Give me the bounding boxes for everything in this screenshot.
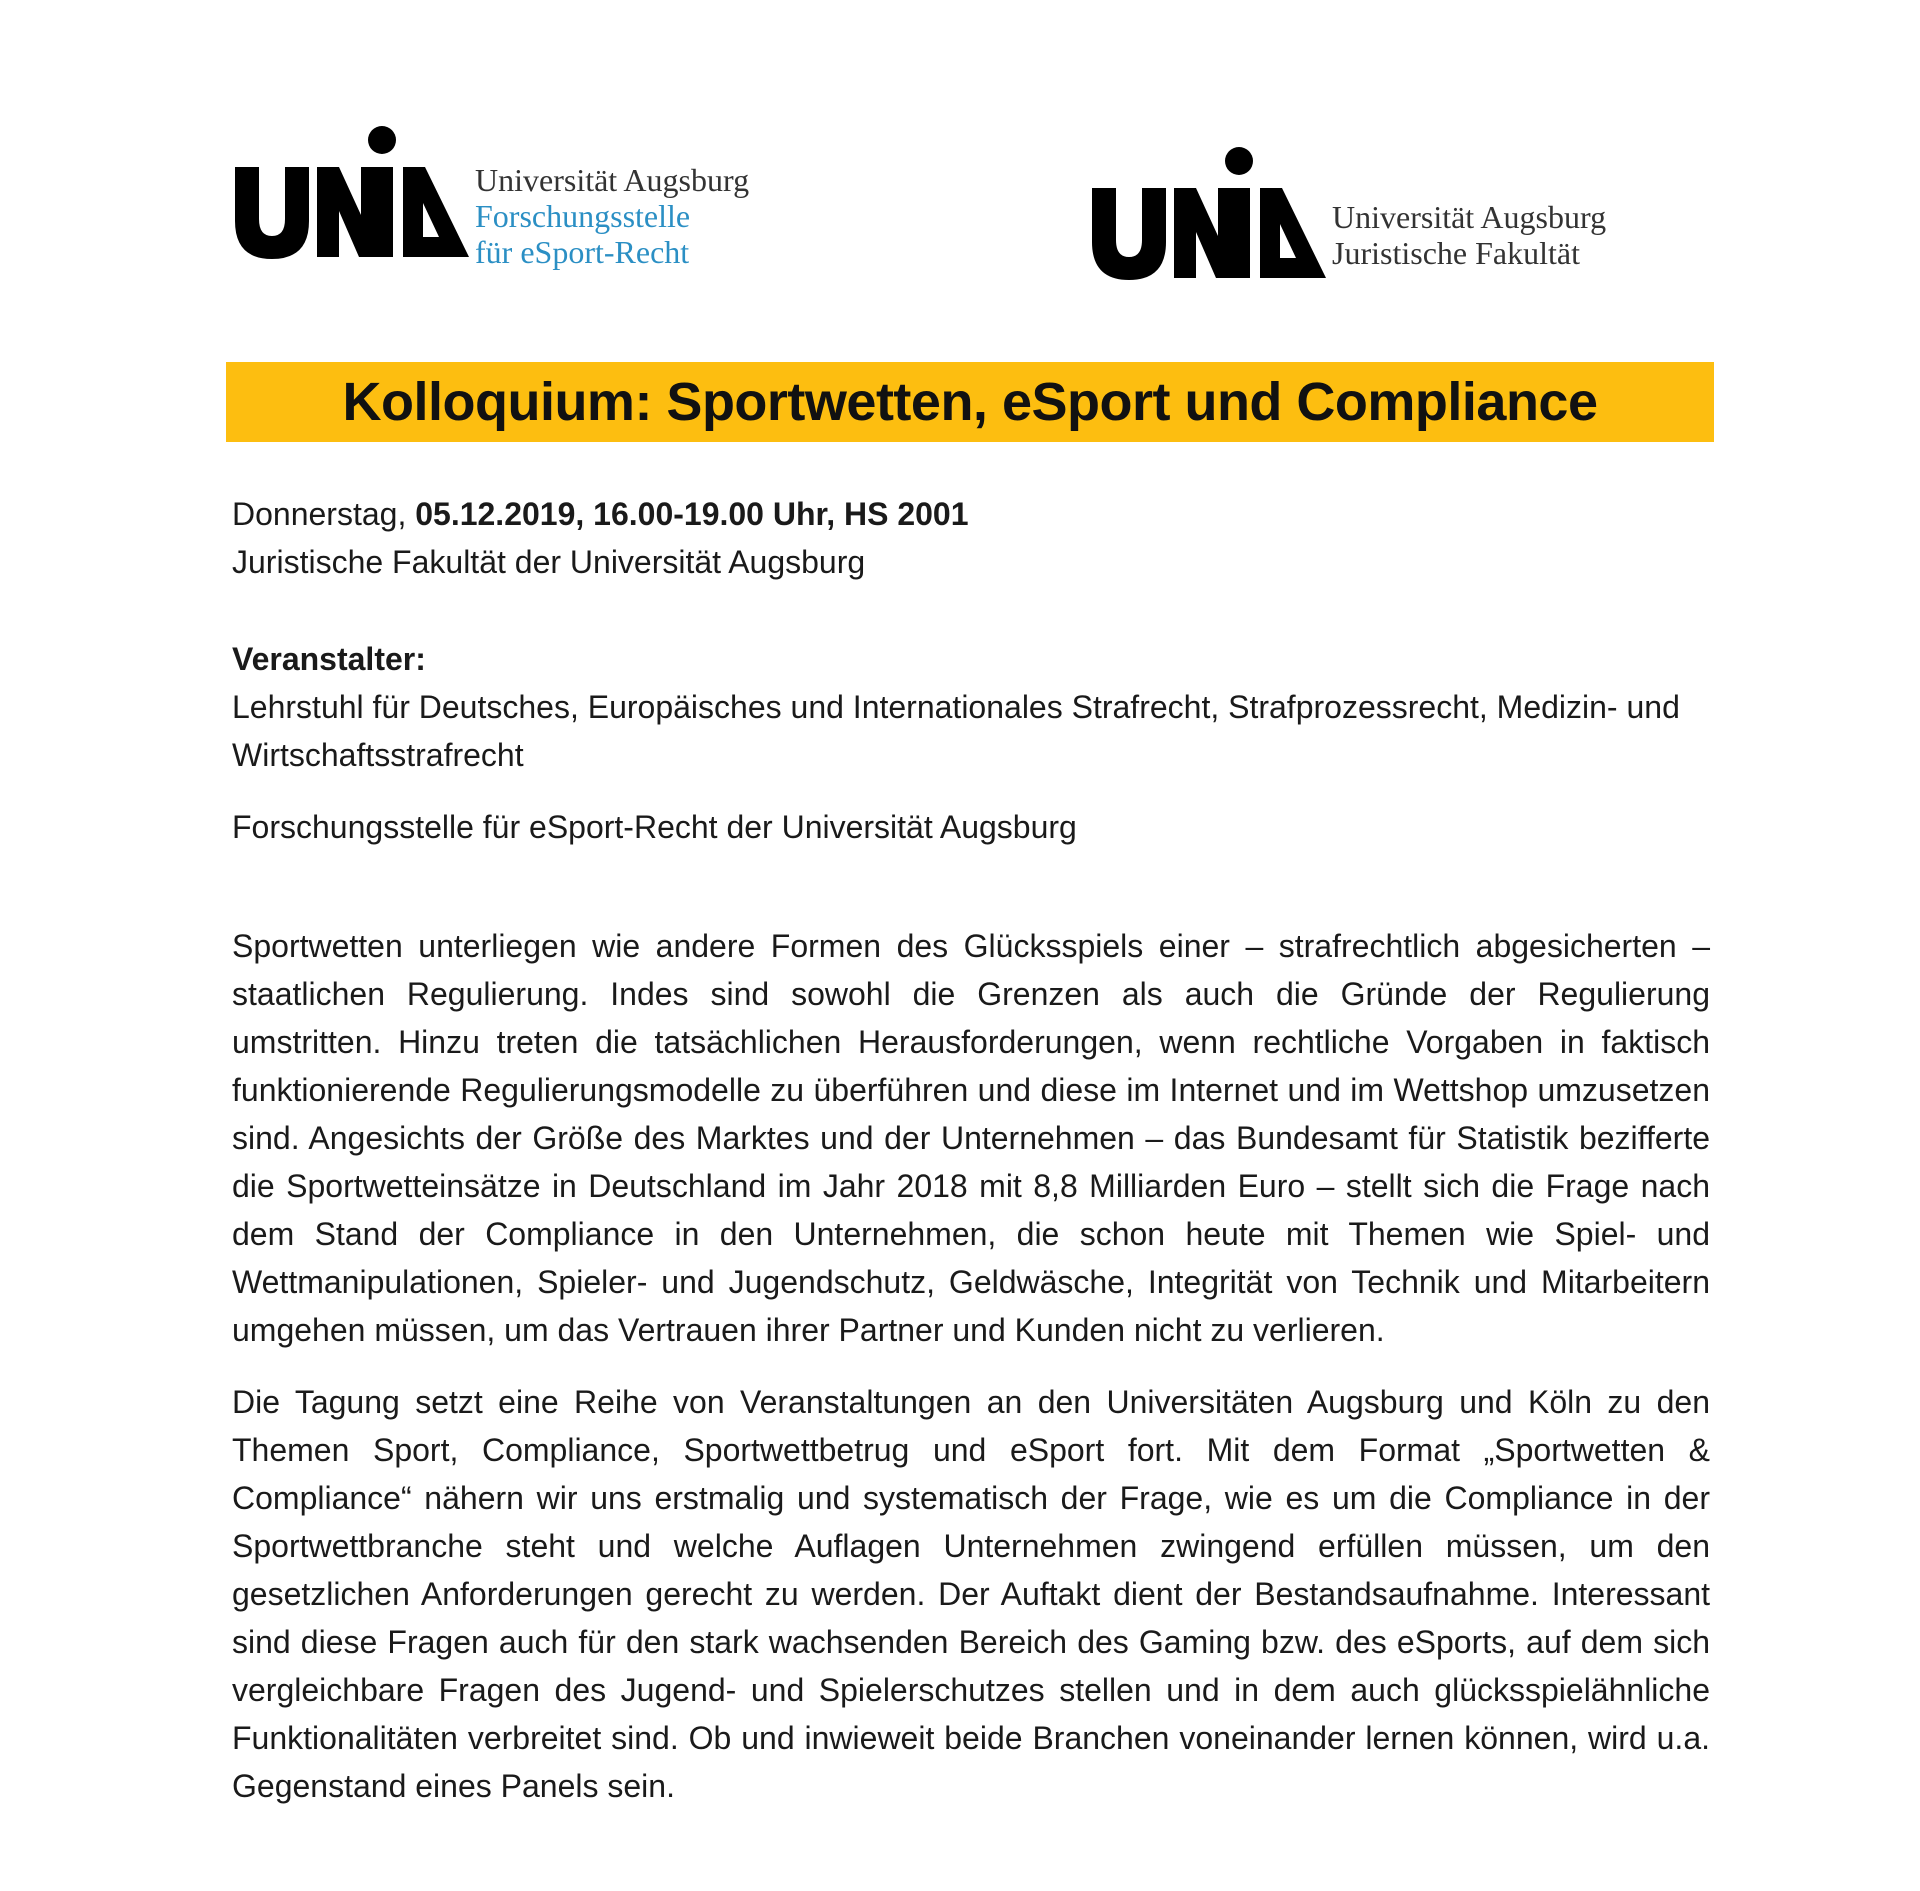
organizer-section	[232, 635, 1710, 851]
organizer-research-center: Forschungsstelle für eSport-Recht der Universität Augsburg	[232, 809, 1077, 845]
unia-logo-icon	[233, 119, 475, 269]
logo-law-faculty	[1090, 140, 1606, 290]
logo-text-block	[1332, 199, 1606, 271]
page-title: Kolloquium: Sportwetten, eSport und Compliance	[342, 372, 1598, 432]
logo-text-block	[475, 162, 749, 270]
logo-university-name: Universität Augsburg	[475, 162, 750, 198]
title-banner	[226, 362, 1714, 442]
event-info	[232, 490, 1710, 586]
logo-esport-research-center	[233, 118, 749, 270]
event-location: Juristische Fakultät der Universität Augsburg	[232, 544, 866, 580]
organizer-label: Veranstalter:	[232, 641, 426, 677]
event-date-line	[232, 490, 1710, 538]
description-paragraph-2: Die Tagung setzt eine Reihe von Veranstaltungen an den Universitäten Augsburg und Köln zu den Themen Sport, Compliance, Sportwettbetrug und eSport fort. Mit dem Format „Sportwetten & Compliance“ nähern wir uns erstmalig und systematisch der Frage, wie es um die Compliance in der Sportwettbranche steht und welche Auflagen Unternehmen zwingend erfüllen müssen, um den gesetzlichen Anforderungen gerecht zu werden. Der Auftakt dient der Bestandsaufnahme. Interessant sind diese Fragen auch für den stark wachsenden Bereich des Gaming bzw. des eSports, auf dem sich vergleichbare Fragen des Jugend- und Spielerschutzes stellen und in dem auch glücksspielähnliche Funktionalitäten verbreitet sind. Ob und inwieweit beide Branchen voneinander lernen können, wird u.a. Gegenstand eines Panels sein.	[232, 1384, 1710, 1804]
description-section	[232, 922, 1710, 1834]
logo-faculty-name: Juristische Fakultät	[1332, 235, 1580, 271]
organizer-chair: Lehrstuhl für Deutsches, Europäisches und Internationales Strafrecht, Strafprozessrecht, Medizin- und Wirtschaftsstrafrecht	[232, 689, 1680, 773]
event-date-time-room: 05.12.2019, 16.00-19.00 Uhr, HS 2001	[415, 496, 969, 532]
event-day: Donnerstag,	[232, 496, 416, 532]
logo-unit-name-line1: Forschungsstelle	[475, 198, 691, 234]
description-paragraph-1: Sportwetten unterliegen wie andere Formen des Glücksspiels einer – strafrechtlich abgesicherten – staatlichen Regulierung. Indes sind sowohl die Grenzen als auch die Gründe der Regulierung umstritten. Hinzu treten die tatsächlichen Herausforderungen, wenn rechtliche Vorgaben in faktisch funktionierende Regulierungsmodelle zu überführen und diese im Internet und im Wettshop umzusetzen sind. Angesichts der Größe des Marktes und der Unternehmen – das Bundesamt für Statistik bezifferte die Sportwetteinsätze in Deutschland im Jahr 2018 mit 8,8 Milliarden Euro – stellt sich die Frage nach dem Stand der Compliance in den Unternehmen, die schon heute mit Themen wie Spiel- und Wettmanipulationen, Spieler- und Jugendschutz, Geldwäsche, Integrität von Technik und Mitarbeitern umgehen müssen, um das Vertrauen ihrer Partner und Kunden nicht zu verlieren.	[232, 928, 1710, 1348]
logo-unit-name-line2: für eSport-Recht	[475, 234, 690, 270]
unia-logo-icon	[1090, 140, 1332, 290]
logo-university-name: Universität Augsburg	[1332, 199, 1607, 235]
unia-logo-mark	[233, 119, 475, 269]
unia-logo-mark	[1090, 140, 1332, 290]
